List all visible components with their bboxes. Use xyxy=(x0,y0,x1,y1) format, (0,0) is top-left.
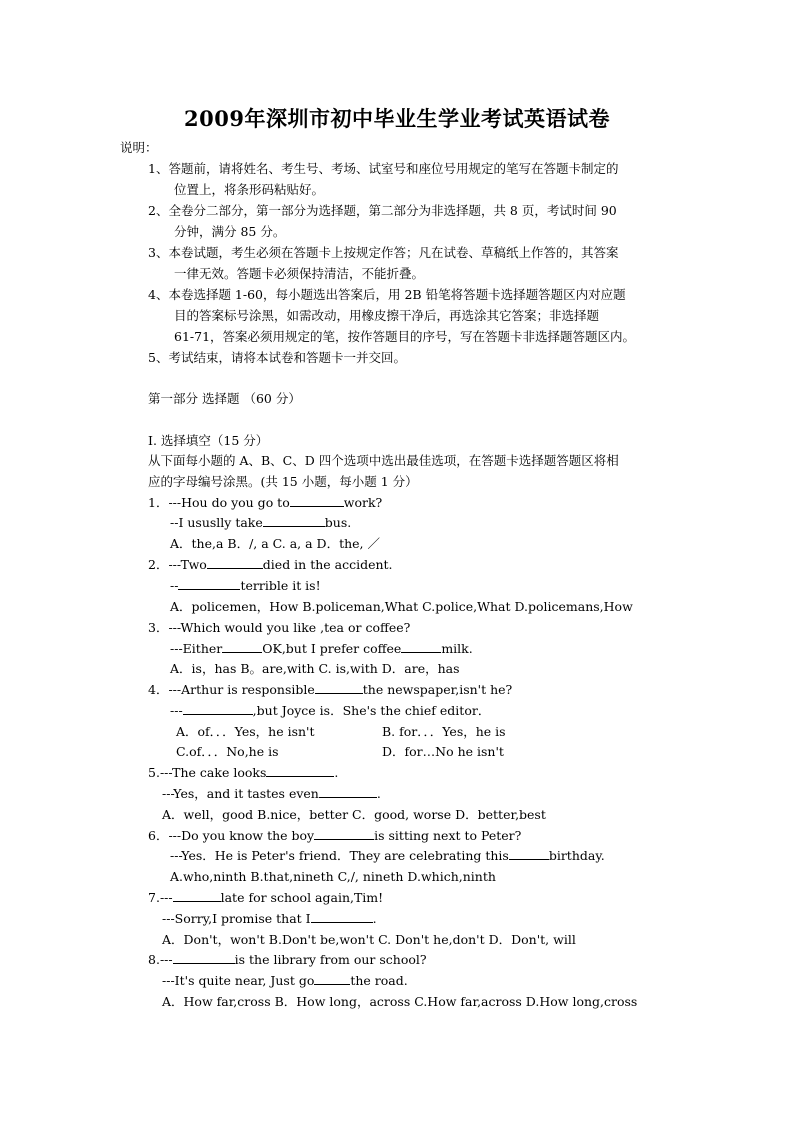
question-number: 1． xyxy=(148,495,169,510)
instruction-text: 考试结束，请将本试卷和答题卡一并交回。 xyxy=(168,350,406,365)
instruction-text: 位置上，将条形码粘贴好。 xyxy=(174,182,325,197)
instruction-text: 分钟，满分 85 分。 xyxy=(174,224,286,239)
instruction-text: 61-71，答案必须用规定的笔，按作答题目的序号，写在答题卡非选择题答题区内。 xyxy=(174,329,636,344)
question-2: 2．---Two died in the accident. xyxy=(148,557,393,572)
answer-blank xyxy=(207,557,263,569)
question-number: 7. xyxy=(148,890,160,905)
instruction-item-3 xyxy=(148,245,618,261)
question-option-b: B. for．．．Yes，he is xyxy=(382,724,506,739)
section-one-heading: I. 选择填空（15 分） xyxy=(148,433,269,448)
question-options: A．the,a B．/, a C. a, a D．the, ／ xyxy=(170,536,380,551)
answer-blank xyxy=(311,911,373,923)
answer-blank xyxy=(290,495,344,507)
instruction-text: 本卷选择题 1-60，每小题选出答案后，用 2B 铅笔将答题卡选择题答题区内对应题 xyxy=(168,287,626,302)
question-option-a: A．of．．．Yes，he isn't xyxy=(176,724,315,739)
instruction-number: 2、 xyxy=(148,203,169,218)
question-line: --- ,but Joyce is．She's the chief editor． xyxy=(170,703,491,718)
instruction-item-2 xyxy=(148,203,617,219)
question-number: 2． xyxy=(148,557,169,572)
answer-blank xyxy=(314,973,350,985)
question-number: 6． xyxy=(148,828,169,843)
answer-blank xyxy=(319,786,377,798)
answer-blank xyxy=(263,515,325,527)
instruction-item-1 xyxy=(148,161,618,177)
question-options: A．How far,cross B．How long，across C.How far,across D.How long,cross xyxy=(162,994,638,1009)
instruction-item-4 xyxy=(148,287,626,303)
part-one-heading: 第一部分 选择题 （60 分） xyxy=(148,391,301,406)
question-3: 3．---Which would you like ,tea or coffee? xyxy=(148,620,411,635)
answer-blank xyxy=(509,848,549,860)
question-options: A.who,ninth B.that,nineth C,/, nineth D.which,ninth xyxy=(170,869,496,884)
question-line: ---Yes．He is Peter's friend．They are celebrating this birthday. xyxy=(170,848,605,863)
question-options: A．well，good B.nice，better C．good, worse D．better,best xyxy=(162,807,546,822)
answer-blank xyxy=(173,952,235,964)
answer-blank xyxy=(314,828,374,840)
answer-blank xyxy=(183,703,253,715)
section-one-description: 从下面每小题的 A、B、C、D 四个选项中选出最佳选项，在答题卡选择题答题区将相 xyxy=(148,453,619,468)
question-5: 5.---The cake looks . xyxy=(148,765,339,780)
question-option-c: C.of．．．No,he is xyxy=(176,744,279,759)
question-8: 8.--- is the library from our school? xyxy=(148,952,427,967)
exam-title: 2009年深圳市初中毕业生学业考试英语试卷 xyxy=(184,106,610,131)
question-7: 7.--- late for school again,Tim! xyxy=(148,890,384,905)
answer-blank xyxy=(178,578,240,590)
question-number: 8. xyxy=(148,952,160,967)
question-number: 4． xyxy=(148,682,169,697)
instruction-number: 5、 xyxy=(148,350,169,365)
answer-blank xyxy=(315,682,363,694)
question-line: ---Either OK,but I prefer coffee milk. xyxy=(170,641,473,656)
instructions-heading: 说明： xyxy=(120,140,158,155)
question-option-d: D．for…No he isn't xyxy=(382,744,504,759)
question-options: A．policemen，How B.policeman,What C.police,What D.policemans,How xyxy=(170,599,633,614)
question-4: 4．---Arthur is responsible the newspaper,isn't he? xyxy=(148,682,513,697)
question-1: 1．---Hou do you go to work? xyxy=(148,495,383,510)
answer-blank xyxy=(266,765,334,777)
answer-blank xyxy=(173,890,221,902)
question-line: ---Yes，and it tastes even . xyxy=(162,786,381,801)
question-options: A．Don't，won't B.Don't be,won't C. Don't he,don't D．Don't, will xyxy=(162,932,576,947)
question-line: ---Sorry,I promise that I . xyxy=(162,911,377,926)
section-one-description: 应的字母编号涂黑。(共 15 小题，每小题 1 分） xyxy=(148,474,418,489)
instruction-text: 答题前，请将姓名、考生号、考场、试室号和座位号用规定的笔写在答题卡制定的 xyxy=(168,161,619,176)
question-line: -- terrible it is! xyxy=(170,578,321,593)
question-number: 3． xyxy=(148,620,169,635)
instruction-text: 全卷分二部分，第一部分为选择题，第二部分为非选择题，共 8 页，考试时间 90 xyxy=(168,203,617,218)
question-line: --I ususlly take bus. xyxy=(170,515,352,530)
instruction-item-5 xyxy=(148,350,406,366)
question-options: A．is，has B。are,with C. is,with D．are，has xyxy=(170,661,460,676)
answer-blank xyxy=(222,641,262,653)
instruction-text: 目的答案标号涂黑，如需改动，用橡皮擦干净后，再选涂其它答案；非选择题 xyxy=(174,308,600,323)
instruction-number: 4、 xyxy=(148,287,169,302)
instruction-text: 本卷试题，考生必须在答题卡上按规定作答；凡在试卷、草稿纸上作答的，其答案 xyxy=(168,245,619,260)
instruction-text: 一律无效。答题卡必须保持清洁，不能折叠。 xyxy=(174,266,425,281)
instruction-number: 3、 xyxy=(148,245,169,260)
question-6: 6．---Do you know the boy is sitting next to Peter? xyxy=(148,828,522,843)
instruction-number: 1、 xyxy=(148,161,169,176)
question-number: 5. xyxy=(148,765,160,780)
answer-blank xyxy=(401,641,441,653)
question-line: ---It's quite near, Just go the road. xyxy=(162,973,408,988)
